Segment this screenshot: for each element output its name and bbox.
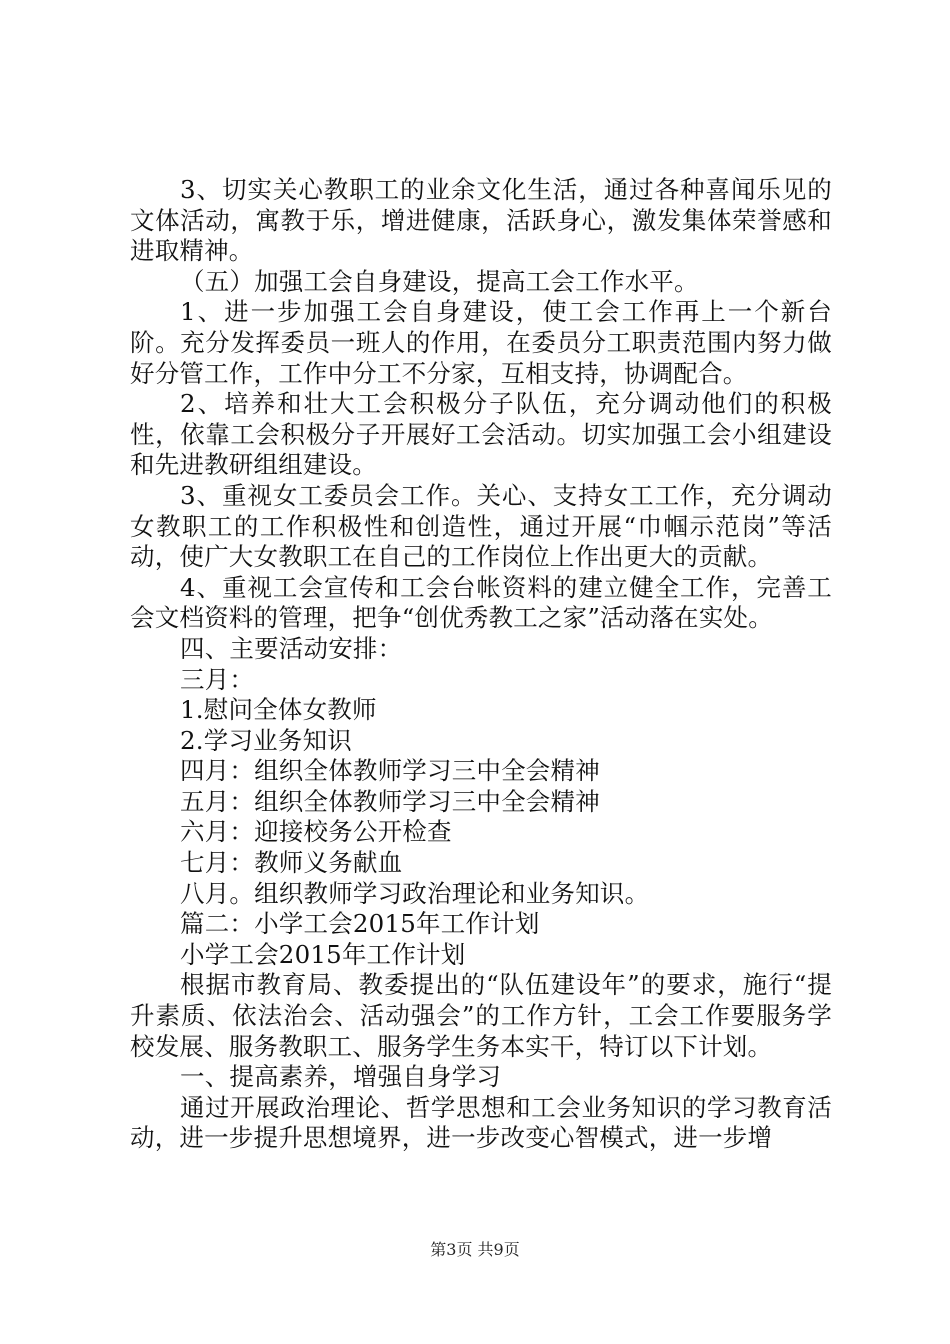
schedule-april: 四月：组织全体教师学习三中全会精神 (180, 756, 600, 786)
paragraph-study-activities: 通过开展政治理论、哲学思想和工会业务知识的学习教育活动，进一步提升思想境界，进一步改变心智模式，进一步增 (130, 1092, 832, 1153)
paragraph-self-building: 1、进一步加强工会自身建设，使工会工作再上一个新台阶。充分发挥委员一班人的作用，在委员分工职责范围内努力做好分管工作，工作中分工不分家，互相支持，协调配合。 (130, 297, 832, 388)
paragraph-activists: 2、培养和壮大工会积极分子队伍，充分调动他们的积极性，依靠工会积极分子开展好工会活动。切实加强工会小组建设和先进教研组组建设。 (130, 389, 832, 480)
paragraph-culture-life: 3、切实关心教职工的业余文化生活，通过各种喜闻乐见的文体活动，寓教于乐，增进健康，活跃身心，激发集体荣誉感和进取精神。 (130, 175, 832, 266)
page-footer (0, 1240, 950, 1260)
schedule-march-item-1: 1.慰问全体女教师 (180, 695, 377, 725)
heading-section-five: （五）加强工会自身建设，提高工会工作水平。 (180, 266, 699, 296)
schedule-august: 八月。组织教师学习政治理论和业务知识。 (180, 878, 650, 908)
document-subtitle: 小学工会2015年工作计划 (180, 939, 466, 969)
schedule-july: 七月：教师义务献血 (180, 848, 403, 878)
paragraph-women-committee: 3、重视女工委员会工作。关心、支持女工工作，充分调动女教职工的工作积极性和创造性，通过开展“巾帼示范岗”等活动，使广大女教职工在自己的工作岗位上作出更大的贡献。 (130, 480, 832, 572)
heading-part-two: 篇二：小学工会2015年工作计划 (180, 909, 540, 939)
heading-improve-literacy: 一、提高素养，增强自身学习 (180, 1062, 502, 1092)
paragraph-intro: 根据市教育局、教委提出的“队伍建设年”的要求，施行“提升素质、依法治会、活动强会”的工作方针，工会工作要服务学校发展、服务教职工、服务学生务本实干，特订以下计划。 (130, 970, 832, 1061)
paragraph-archives: 4、重视工会宣传和工会台帐资料的建立健全工作，完善工会文档资料的管理，把争“创优秀教工之家”活动落在实处。 (130, 572, 832, 633)
document-body (130, 175, 832, 1154)
schedule-june: 六月：迎接校务公开检查 (180, 817, 452, 847)
heading-activity-schedule: 四、主要活动安排： (180, 633, 403, 663)
page-number-label: 第3页 共9页 (430, 1240, 520, 1259)
schedule-march-item-2: 2.学习业务知识 (180, 725, 352, 755)
schedule-march: 三月： (180, 664, 255, 694)
schedule-may: 五月：组织全体教师学习三中全会精神 (180, 786, 600, 816)
